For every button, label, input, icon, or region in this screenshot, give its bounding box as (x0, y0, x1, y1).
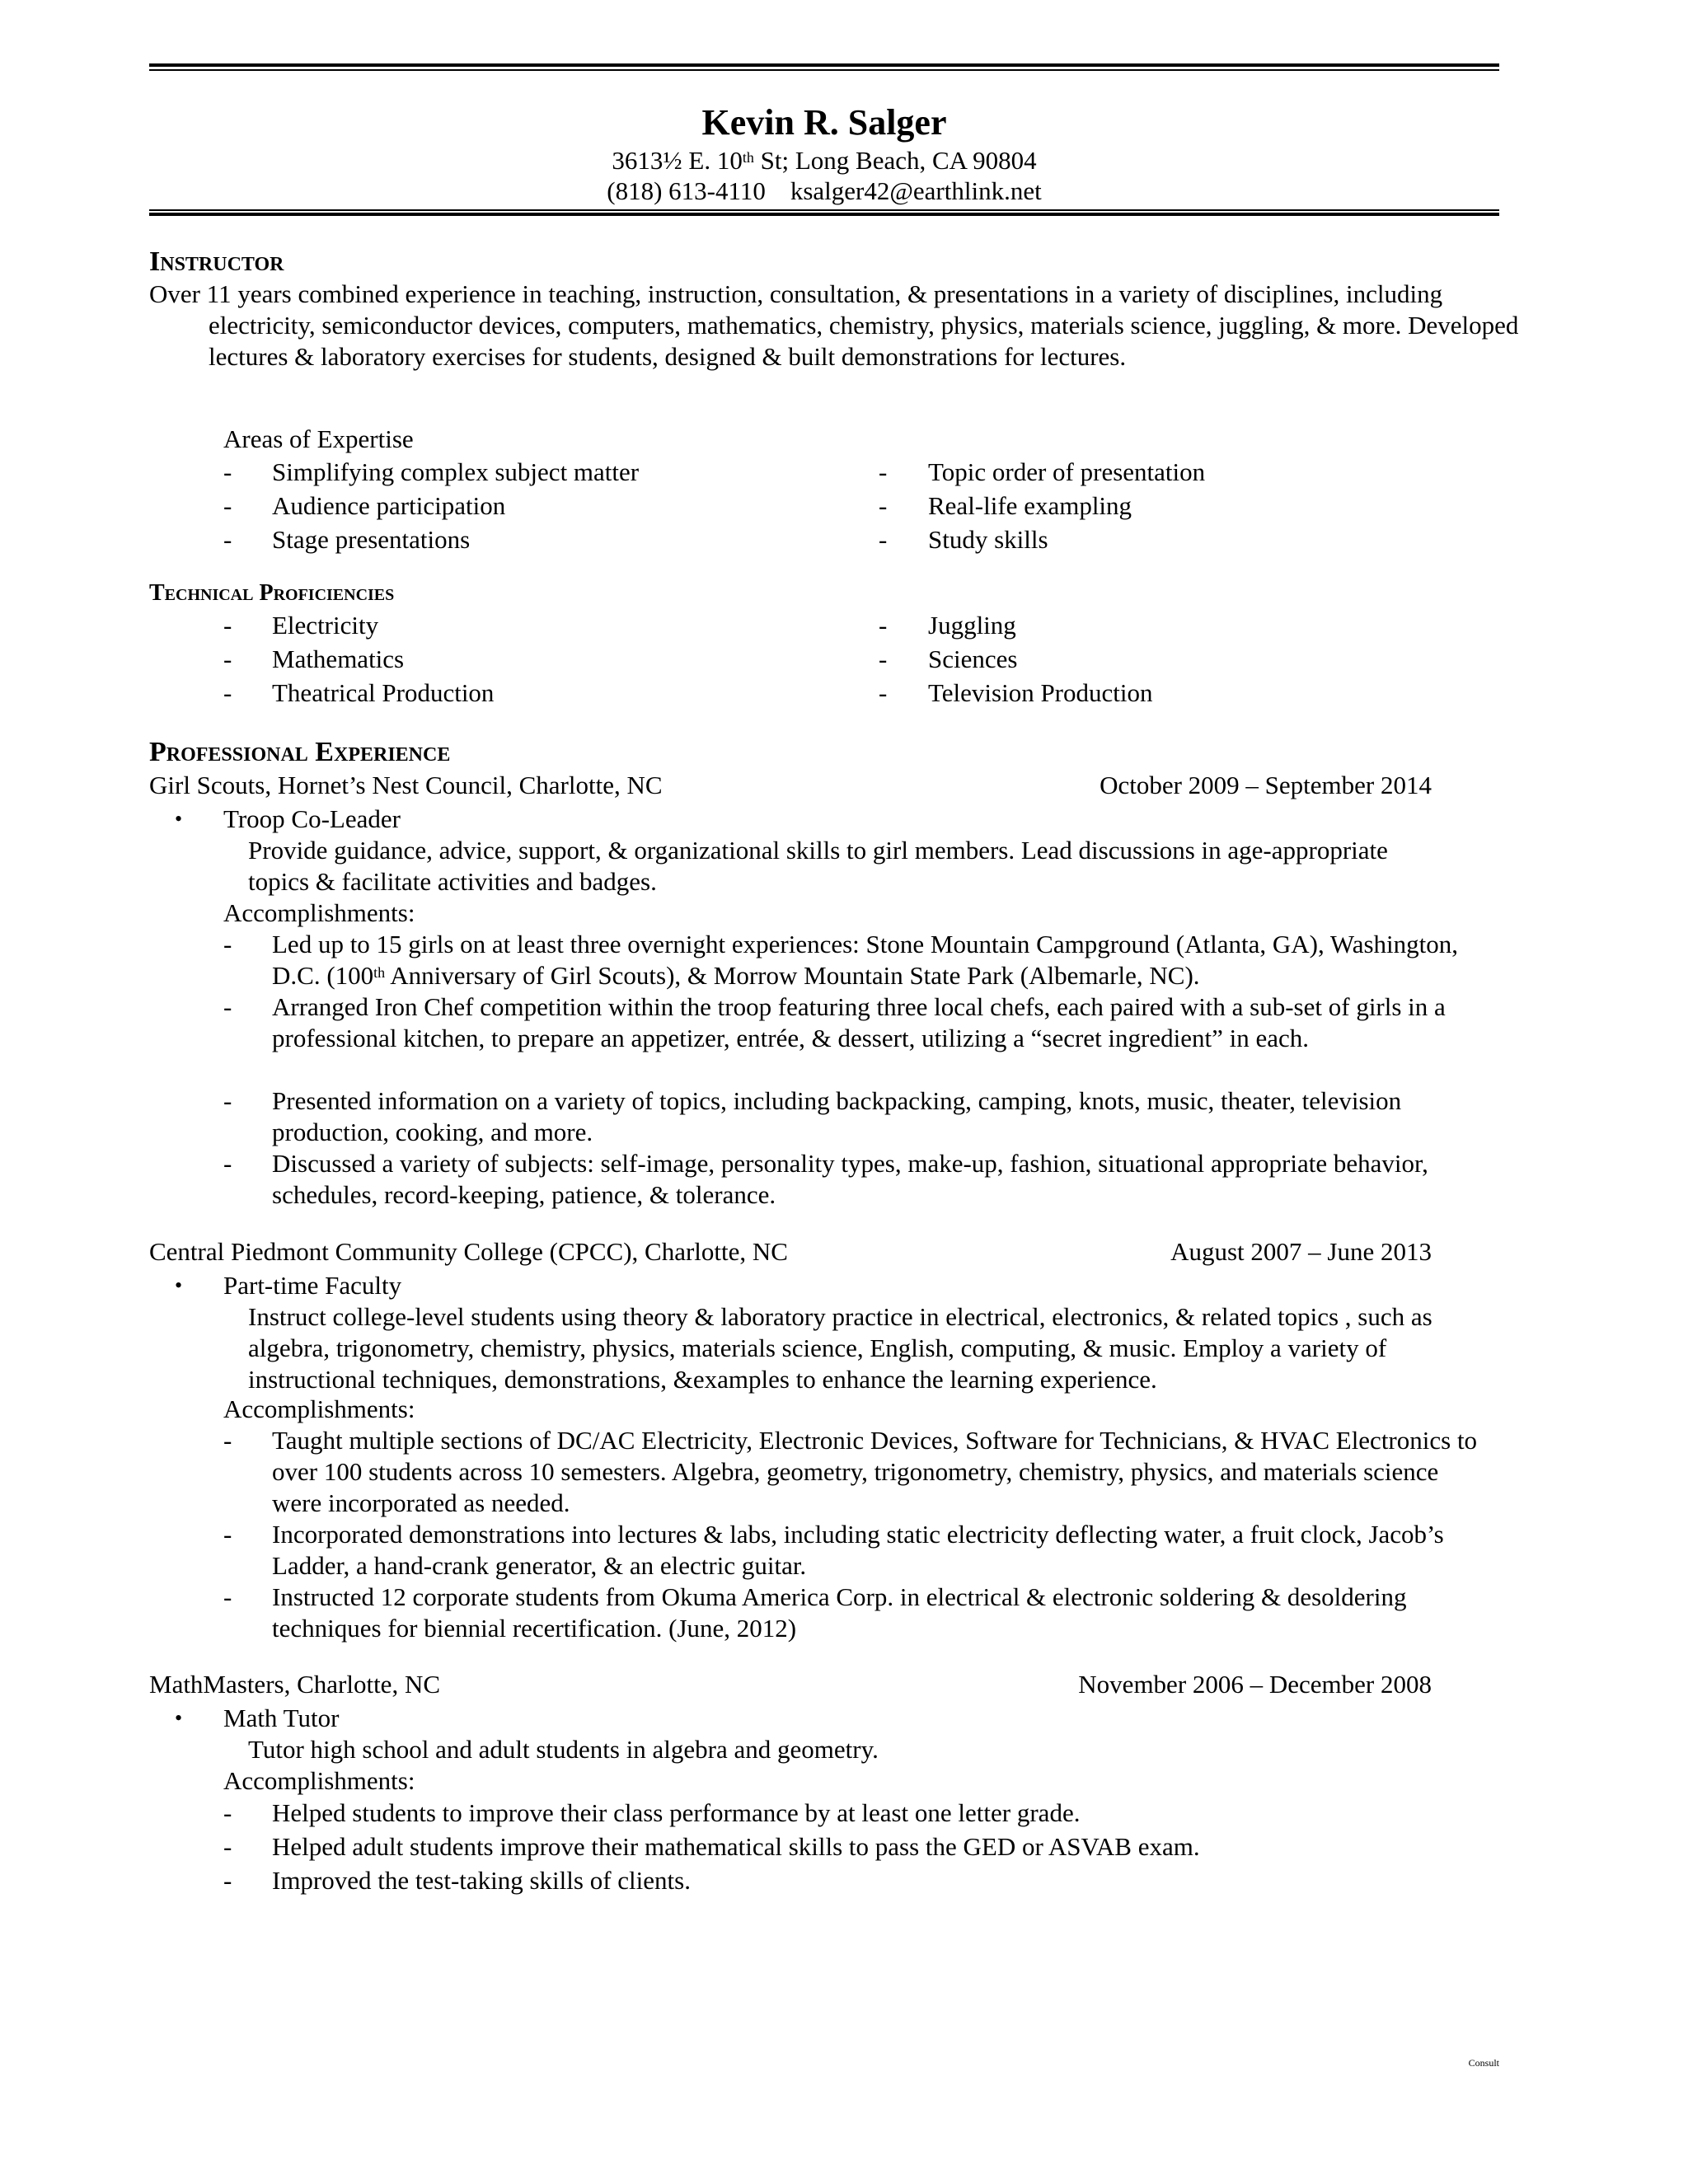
list-dash: - (879, 457, 888, 486)
list-dash: - (223, 1520, 232, 1549)
accomplishment-item: Presented information on a variety of topics, including backpacking, camping, knots, music, theater, television production, cooking, and more. (272, 1086, 1402, 1146)
list-dash: - (223, 678, 232, 707)
expertise-item: Study skills (928, 525, 1048, 554)
list-dash: - (223, 611, 232, 640)
address-city: St; Long Beach, CA 90804 (753, 146, 1037, 175)
job-description: Instruct college-level students using theory & laboratory practice in electrical, electronics, & related topics , such as algebra, trigonometry, chemistry, physics, materials science, English, computing, & music. Employ a variety of instructional techniques, demonstrations, &examples to enhance the learning experience. (248, 1302, 1432, 1394)
expertise-item: Topic order of presentation (928, 457, 1206, 486)
accomplishment-item: Arranged Iron Chef competition within the troop featuring three local chefs, each paired with a sub-set of girls in a professional kitchen, to prepare an appetizer, entrée, & dessert, utilizing a “secret ingredient” in each. (272, 992, 1446, 1052)
list-dash: - (223, 992, 232, 1021)
job-organization: Central Piedmont Community College (CPCC), Charlotte, NC (149, 1237, 788, 1266)
header-rule (149, 213, 1499, 216)
list-dash: - (223, 1866, 232, 1895)
technical-item: Theatrical Production (272, 678, 495, 707)
technical-item: Mathematics (272, 644, 405, 673)
technical-item: Electricity (272, 611, 379, 640)
list-dash: - (879, 644, 888, 673)
section-title-experience: Professional Experience (149, 737, 451, 767)
technical-item: Sciences (928, 644, 1018, 673)
header-rule-thin (149, 209, 1499, 211)
top-rule (149, 63, 1499, 67)
list-dash: - (223, 1086, 232, 1115)
list-dash: - (879, 678, 888, 707)
accomplishment-item: Taught multiple sections of DC/AC Electricity, Electronic Devices, Software for Technicians, & HVAC Electronics to over 100 students across 10 semesters. Algebra, geometry, trigonometry, chemistry, physics, and materials science were incorporated as needed. (272, 1426, 1478, 1517)
job-organization: Girl Scouts, Hornet’s Nest Council, Charlotte, NC (149, 771, 663, 799)
footer-text: Consult (1468, 2057, 1499, 2069)
technical-item: Juggling (928, 611, 1016, 640)
job-description: Tutor high school and adult students in algebra and geometry. (248, 1735, 879, 1764)
expertise-label: Areas of Expertise (223, 424, 414, 453)
list-dash: - (223, 1832, 232, 1861)
accomplishments-label: Accomplishments: (223, 1766, 415, 1795)
address-line (149, 145, 1499, 176)
instructor-summary: Over 11 years combined experience in teaching, instruction, consultation, & presentations in a variety of disciplines, including electricity, semiconductor devices, computers, mathematics, chemistry, physics, materials science, juggling, & more. Developed lectures & laboratory exercises for students, designed & built demonstrations for lectures. (149, 279, 1519, 371)
resume-header (149, 101, 1499, 206)
list-dash: - (223, 1426, 232, 1455)
list-dash: - (879, 611, 888, 640)
accomplishment-item: Instructed 12 corporate students from Okuma America Corp. in electrical & electronic soldering & desoldering techniques for biennial recertification. (June, 2012) (272, 1582, 1407, 1643)
job-dates: October 2009 – September 2014 (1100, 771, 1432, 799)
contact-line (149, 176, 1499, 206)
job-dates: August 2007 – June 2013 (1170, 1237, 1432, 1266)
list-dash: - (223, 1582, 232, 1611)
job-organization: MathMasters, Charlotte, NC (149, 1670, 441, 1699)
accomplishment-item: Improved the test-taking skills of clients. (272, 1866, 691, 1895)
section-title-technical: Technical Proficiencies (149, 580, 395, 606)
list-dash: - (223, 525, 232, 554)
section-title-instructor: Instructor (149, 246, 284, 277)
job-dates: November 2006 – December 2008 (1078, 1670, 1432, 1699)
list-dash: - (879, 491, 888, 520)
email-address[interactable]: ksalger42@earthlink.net (790, 176, 1042, 205)
job-role: Part-time Faculty (223, 1271, 402, 1300)
accomplishments-label: Accomplishments: (223, 898, 415, 927)
accomplishment-item: Incorporated demonstrations into lectures & labs, including static electricity deflecting water, a fruit clock, Jacob’s Ladder, a hand-crank generator, & an electric guitar. (272, 1520, 1444, 1580)
list-dash: - (223, 491, 232, 520)
bullet-icon: • (175, 1273, 183, 1297)
job-role: Troop Co-Leader (223, 804, 401, 833)
expertise-item: Audience participation (272, 491, 506, 520)
list-dash: - (879, 525, 888, 554)
address-ordinal: th (742, 149, 754, 166)
bullet-icon: • (175, 1706, 183, 1730)
job-role: Math Tutor (223, 1704, 340, 1732)
phone-number: (818) 613-4110 (607, 176, 766, 205)
address-street: 3613½ E. 10 (612, 146, 743, 175)
list-dash: - (223, 644, 232, 673)
expertise-item: Stage presentations (272, 525, 471, 554)
list-dash: - (223, 457, 232, 486)
job-description: Provide guidance, advice, support, & organizational skills to girl members. Lead discussions in age-appropriate topics & facilitate activities and badges. (248, 836, 1388, 896)
accomplishment-item: Helped students to improve their class performance by at least one letter grade. (272, 1798, 1081, 1827)
candidate-name: Kevin R. Salger (701, 102, 947, 143)
top-rule-thin (149, 69, 1499, 71)
accomplishment-item: Helped adult students improve their mathematical skills to pass the GED or ASVAB exam. (272, 1832, 1200, 1861)
accomplishments-label: Accomplishments: (223, 1394, 415, 1423)
accomplishment-item: Discussed a variety of subjects: self-image, personality types, make-up, fashion, situational appropriate behavior, schedules, record-keeping, patience, & tolerance. (272, 1149, 1428, 1209)
list-dash: - (223, 1798, 232, 1827)
list-dash: - (223, 1149, 232, 1178)
list-dash: - (223, 930, 232, 958)
bullet-icon: • (175, 807, 183, 831)
technical-item: Television Production (928, 678, 1153, 707)
accomplishment-item: Led up to 15 girls on at least three overnight experiences: Stone Mountain Campground (Atlanta, GA), Washington, D.C. (100th Anniversary of Girl Scouts), & Morrow Mountain State Park (Albemarle, NC). (272, 930, 1458, 990)
expertise-item: Simplifying complex subject matter (272, 457, 640, 486)
expertise-item: Real-life exampling (928, 491, 1132, 520)
